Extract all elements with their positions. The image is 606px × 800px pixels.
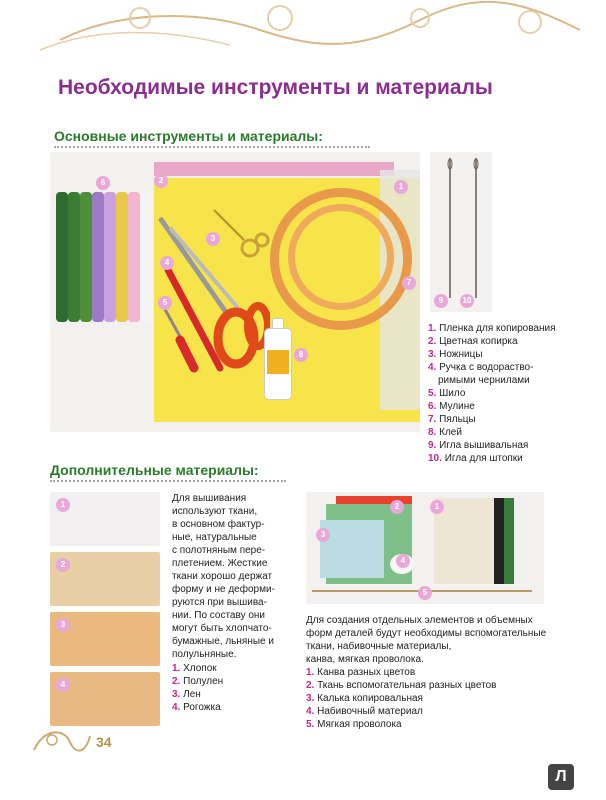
aux-list-item: 2. Ткань вспомогательная разных цветов: [306, 680, 497, 691]
fabric-swatch-half-linen: [50, 552, 160, 606]
canvas-beige: [434, 498, 494, 584]
fabric-list: [172, 662, 223, 714]
text-line: могут быть хлопчато-: [172, 623, 272, 634]
legend-item: 4. Ручка с водораство-: [428, 362, 534, 373]
legend-item: 2. Цветная копирка: [428, 336, 518, 347]
text-line: используют ткани,: [172, 506, 258, 517]
glue-label: [267, 350, 289, 374]
text-line: ткани хорошо держат: [172, 571, 273, 582]
section-title-main-tools: Основные инструменты и материалы:: [54, 128, 370, 148]
legend-item: 6. Мулине: [428, 401, 475, 412]
text-line: нии. По составу они: [172, 610, 266, 621]
aux-badge: 2: [390, 500, 404, 514]
photo-badge: 3: [206, 232, 220, 246]
top-ornament: [0, 0, 606, 60]
auxiliary-list: [306, 666, 496, 731]
canvas-white: [514, 498, 528, 584]
fabric-badge: 2: [56, 558, 70, 572]
legend-item: 1. Пленка для копирования: [428, 323, 556, 334]
auxiliary-description: [306, 614, 556, 666]
canvas-blue: [320, 520, 384, 578]
fabric-list-item: 1. Хлопок: [172, 663, 217, 674]
text-line: форму и не деформи-: [172, 584, 275, 595]
photo-badge: 1: [394, 180, 408, 194]
fabric-list-item: 3. Лен: [172, 689, 201, 700]
floss-skeins: [54, 192, 154, 324]
publisher-logo: Л: [548, 764, 574, 790]
text-line: плетением. Жесткие: [172, 558, 268, 569]
page-title: Необходимые инструменты и материалы: [58, 76, 493, 99]
fabric-description: [172, 492, 282, 661]
needles-photo: [430, 152, 492, 312]
legend-item: 9. Игла вышивальная: [428, 440, 529, 451]
text-line: с полотняным пере-: [172, 545, 266, 556]
text-line: руются при вышива-: [172, 597, 267, 608]
bottom-ornament: [30, 722, 94, 756]
page-number: 34: [96, 734, 112, 750]
fabric-swatch-matting: [50, 672, 160, 726]
aux-badge: 1: [430, 500, 444, 514]
auxiliary-materials-photo: [306, 492, 544, 604]
aux-list-item: 5. Мягкая проволока: [306, 719, 402, 730]
aux-list-item: 1. Канва разных цветов: [306, 667, 416, 678]
needle-badge: 10: [460, 294, 474, 308]
text-line: Для вышивания: [172, 493, 247, 504]
aux-badge: 5: [418, 586, 432, 600]
photo-badge: 6: [96, 176, 110, 190]
text-line: полульняные.: [172, 649, 237, 660]
text-line: в основном фактур-: [172, 519, 265, 530]
photo-badge: 5: [158, 296, 172, 310]
needle-badge: 9: [434, 294, 448, 308]
aux-badge: 4: [396, 554, 410, 568]
canvas-black: [494, 498, 504, 584]
photo-badge: 2: [154, 174, 168, 188]
fabric-badge: 1: [56, 498, 70, 512]
section-title-extra-materials: Дополнительные материалы:: [50, 462, 286, 482]
legend-item: римыми чернилами: [438, 375, 530, 386]
legend-item: 7. Пяльцы: [428, 414, 476, 425]
photo-badge: 8: [294, 348, 308, 362]
main-tools-legend: [428, 322, 556, 465]
main-tools-photo: [50, 152, 420, 432]
legend-item: 10. Игла для штопки: [428, 453, 523, 464]
text-line: форм деталей будут необходимы вспомогательные: [306, 628, 547, 639]
aux-list-item: 3. Калька копировальная: [306, 693, 423, 704]
fabric-list-item: 4. Рогожка: [172, 702, 221, 713]
legend-item: 3. Ножницы: [428, 349, 483, 360]
fabric-swatch-linen: [50, 612, 160, 666]
text-line: ткани, набивочные материалы,: [306, 641, 452, 652]
fabric-badge: 4: [56, 678, 70, 692]
photo-badge: 4: [160, 256, 174, 270]
photo-badge: 7: [402, 276, 416, 290]
text-line: бумажные, льняные и: [172, 636, 274, 647]
inner-hoop: [288, 204, 394, 310]
canvas-green: [504, 498, 514, 584]
legend-item: 8. Клей: [428, 427, 462, 438]
text-line: Для создания отдельных элементов и объемных: [306, 615, 533, 626]
pen-and-awl-icon: [160, 264, 240, 374]
fabric-badge: 3: [56, 618, 70, 632]
fabric-list-item: 2. Полулен: [172, 676, 224, 687]
text-line: канва, мягкая проволока.: [306, 654, 424, 665]
needles-icon: [430, 152, 492, 312]
aux-badge: 3: [316, 528, 330, 542]
text-line: ные, натуральные: [172, 532, 257, 543]
fabric-swatch-cotton: [50, 492, 160, 546]
aux-list-item: 4. Набивочный материал: [306, 706, 423, 717]
carbon-paper: [154, 162, 394, 176]
legend-item: 5. Шило: [428, 388, 466, 399]
